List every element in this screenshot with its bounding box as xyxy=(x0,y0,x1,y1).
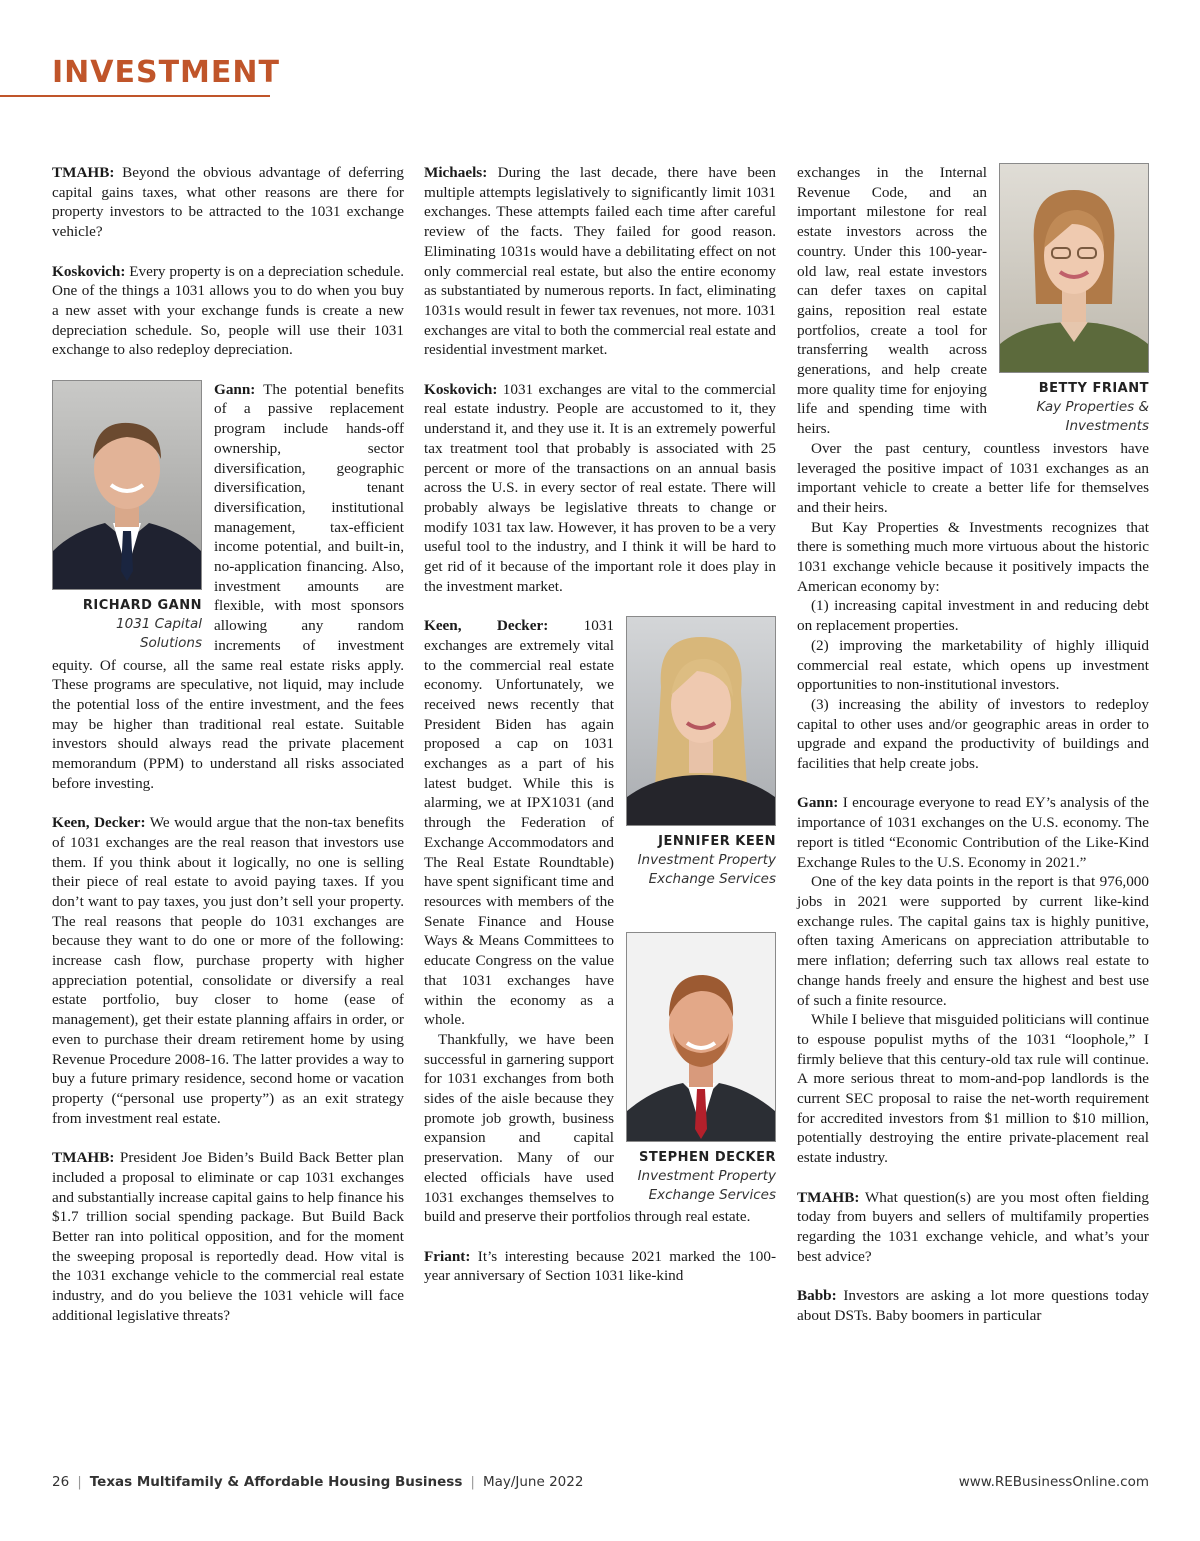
paragraph xyxy=(424,380,776,597)
photo-caption xyxy=(52,590,202,653)
paragraph-text: The potential benefits of a passive replacement program include hands-off ownership, sector diversification, geographic diversification, tenant diversification, institutional management, tax-efficient income potential, and built-in, no-application financing. Also, investment amounts are flexible, with most sponsors allowing any random increments of investment equity. Of course, all the same real estate risks apply. These programs are speculative, not liquid, may include the potential loss of the entire investment, and the fees may be higher than traditional real estate. Suitable investors should always read the private placement memorandum (PPM) to understand all risks associated before investing. xyxy=(52,380,404,792)
paragraph-text: Every property is on a depreciation schedule. One of the things a 1031 allows you to do when you buy a new asset with your exchange funds is create a new depreciation schedule. So, people will use their 1031 exchange to also redeploy depreciation. xyxy=(52,262,405,359)
portrait-photo xyxy=(626,616,776,826)
caption-name: JENNIFER KEEN xyxy=(658,834,776,850)
photo-caption xyxy=(626,1142,776,1205)
paragraph xyxy=(52,1148,404,1325)
paragraph-text: But Kay Properties & Investments recognizes that there is something much more virtuous about the historic 1031 exchange vehicle because it positively impacts the American economy by: xyxy=(797,518,1149,595)
issue-date: May/June 2022 xyxy=(482,1474,584,1490)
speaker-label: Michaels: xyxy=(424,164,488,181)
paragraph-text: (2) improving the marketability of highly illiquid commercial real estate, which opens up investment opportunities to non-institutional investors. xyxy=(797,636,1149,694)
photo-figure-decker xyxy=(626,932,776,1205)
paragraph xyxy=(52,813,404,1128)
caption-organization: 1031 Capital Solutions xyxy=(116,615,202,651)
paragraph-text: During the last decade, there have been multiple attempts legislatively to significantly limit 1031 exchanges. These attempts failed each time after careful review of the facts. They failed for good reason. Eliminating 1031s would have a debilitating effect on not only commercial real estate, but also the entire economy as substantiated by numerous reports. In fact, eliminating 1031s would result in fewer tax revenues, not more. 1031 exchanges are vital to both the commercial real estate and residential investment market. xyxy=(424,164,777,359)
photo-figure-keen xyxy=(626,616,776,930)
paragraph-text: President Joe Biden’s Build Back Better plan included a proposal to eliminate or cap 1031 exchanges and substantially increase capital gains to help finance his $1.7 trillion social spending package. But Build Back Better ran into political opposition, and for the moment the sweeping proposal is reportedly dead. How vital is the 1031 exchange vehicle to the commercial real estate industry, and do you believe the 1031 vehicle will face additional legislative threats? xyxy=(52,1149,404,1324)
photo-caption xyxy=(626,826,776,889)
paragraph-text: It’s interesting because 2021 marked the 100-year anniversary of Section 1031 like-kind xyxy=(424,1247,776,1285)
paragraph xyxy=(797,1286,1149,1325)
paragraph-text: 1031 exchanges are extremely vital to the commercial real estate economy. Unfortunately, we received news recently that President Biden has again proposed a cap on 1031 exchanges as a part of his latest budget. While this is alarming, we at IPX1031 (and through the Federation of Exchange Accommodators and The Real Estate Roundtable) have spent significant time and resources with members of the Senate Finance and House Ways & Means Committees to educate Congress on the value that 1031 exchanges have within the economy as a whole. xyxy=(424,617,614,1029)
portrait-photo xyxy=(999,163,1149,373)
caption-name: STEPHEN DECKER xyxy=(639,1150,776,1166)
paragraph-text: 1031 exchanges are vital to the commercial real estate industry. People are accustomed to it, they understand it, and they use it. It is an extremely powerful tax treatment tool that probably is associated with 25 percent or more of the transactions on an annual basis across the U.S. in every sector of real estate. There will probably always be legislative threats to change or modify 1031 tax law. However, it has proven to be a very useful tool to the industry, and I think it will be hard to get rid of it because of the important role it does play in the investment market. xyxy=(424,380,776,595)
speaker-label: Friant: xyxy=(424,1247,471,1265)
paragraph xyxy=(52,262,404,361)
paragraph-text: (1) increasing capital investment in and reducing debt on replacement properties. xyxy=(797,597,1149,635)
column-1 xyxy=(52,163,404,1325)
paragraph-text: Beyond the obvious advantage of deferring capital gains taxes, what other reasons are there for property investors to be attracted to the 1031 exchange vehicle? xyxy=(52,164,405,241)
column-3 xyxy=(797,163,1149,1325)
paragraph xyxy=(424,163,776,360)
portrait-photo-icon xyxy=(53,381,201,589)
paragraph xyxy=(797,596,1149,635)
footer-separator: | xyxy=(470,1474,475,1490)
portrait-photo-icon xyxy=(627,617,775,825)
portrait-photo xyxy=(626,932,776,1142)
paragraph xyxy=(797,793,1149,872)
caption-organization: Investment Property Exchange Services xyxy=(637,852,776,888)
speaker-label: Keen, Decker: xyxy=(424,617,549,635)
speaker-label: Keen, Decker: xyxy=(52,814,146,832)
portrait-photo-icon xyxy=(627,933,775,1141)
paragraph-text: Thankfully, we have been successful in garnering support for 1031 exchanges from both sides of the aisle because they promote job growth, business expansion and capital preservation. Many of our elected officials have used 1031 exchanges themselves to build and preserve their portfolios through real estate. xyxy=(424,1030,751,1226)
paragraph-text: One of the key data points in the report is that 976,000 jobs in 2021 were supported by current like-kind exchange rules. The capital gains tax is highly punitive, often taxing Americans on appreciation attributable to mere inflation; deferring such tax allows real estate to change hands freely and ensure the highest and best use of such a finite resource. xyxy=(797,873,1149,1009)
website-link[interactable]: www.REBusinessOnline.com xyxy=(958,1474,1149,1490)
speaker-label: TMAHB: xyxy=(797,1188,860,1206)
paragraph-text: What question(s) are you most often fielding today from buyers and sellers of multifamily properties regarding the 1031 exchange vehicle, and what’s your best advice? xyxy=(797,1188,1149,1265)
section-title: INVESTMENT xyxy=(52,55,280,90)
paragraph xyxy=(797,1010,1149,1168)
paragraph-text: We would argue that the non-tax benefits of 1031 exchanges are the real reason that investors use them. If you think about it logically, no one is selling their piece of real estate to avoid paying taxes. If you don’t want to pay taxes, you just don’t sell your property. The real reasons that people do 1031 exchanges are because they want to do one or more of the following: increase cash flow, purchase property with higher appreciation potential, consolidate or diversify a real estate portfolio, buy closer to home (ease of management), get their estate planning affairs in order, or even to purchase their dream retirement home by using Revenue Procedure 2008-16. The latter provides a way to buy a future primary residence, second home or vacation property (“personal use property”) as an exit strategy from investment real estate. xyxy=(52,814,404,1127)
photo-figure-gann xyxy=(52,380,202,653)
paragraph-text: exchanges in the Internal Revenue Code, and an important milestone for real estate investors across the country. Under this 100-year-old law, real estate investors can defer taxes on capital gains, reposition real estate portfolios, create a tool for transferring wealth across generations, and help create more quality time for enjoying life and spending time with heirs. xyxy=(797,164,987,438)
speaker-label: TMAHB: xyxy=(52,1149,115,1167)
paragraph-text: Over the past century, countless investors have leveraged the positive impact of 1031 exchanges as an important vehicle to create a better life for themselves and their heirs. xyxy=(797,439,1149,516)
photo-figure-friant xyxy=(999,163,1149,436)
paragraph-text: I encourage everyone to read EY’s analysis of the importance of 1031 exchanges on the U.S. economy. The report is titled “Economic Contribution of the Like-Kind Exchange Rules to the U.S. Economy in 2021.” xyxy=(797,794,1149,871)
publication-name: Texas Multifamily & Affordable Housing Business xyxy=(89,1474,463,1490)
portrait-photo-icon xyxy=(1000,164,1148,372)
caption-name: BETTY FRIANT xyxy=(1038,381,1149,396)
footer-separator: | xyxy=(77,1474,82,1490)
paragraph xyxy=(797,695,1149,774)
page-number: 26 xyxy=(52,1474,70,1490)
speaker-label: Koskovich: xyxy=(52,262,126,280)
portrait-photo xyxy=(52,380,202,590)
paragraph-text: While I believe that misguided politicians will continue to espouse populist myths of the 1031 “loophole,” I firmly believe that this century-old tax rule will continue. A more serious threat to mom-and-pop landlords is the current SEC proposal to raise the net-worth requirement for accredited investors from $1 million to $10 million, potentially destroying the entire private-placement real estate industry. xyxy=(797,1011,1149,1167)
caption-organization: Kay Properties & Investments xyxy=(1036,399,1149,434)
caption-name: RICHARD GANN xyxy=(82,597,202,613)
paragraph xyxy=(797,872,1149,1010)
footer-left xyxy=(52,1474,583,1490)
paragraph xyxy=(424,1247,776,1286)
section-title-rule xyxy=(0,95,270,97)
speaker-label: Babb: xyxy=(797,1287,837,1305)
photo-caption xyxy=(999,373,1149,436)
paragraph-text: Investors are asking a lot more questions today about DSTs. Baby boomers in particular xyxy=(797,1287,1150,1324)
paragraph xyxy=(52,163,404,242)
speaker-label: Gann: xyxy=(214,380,256,398)
paragraph xyxy=(797,439,1149,518)
speaker-label: TMAHB: xyxy=(52,164,115,181)
speaker-label: Gann: xyxy=(797,794,839,812)
paragraph xyxy=(797,636,1149,695)
speaker-label: Koskovich: xyxy=(424,380,498,398)
paragraph-text: (3) increasing the ability of investors to redeploy capital to other uses and/or geographic areas in order to upgrade and expand the productivity of buildings and facilities that help create jobs. xyxy=(797,695,1149,773)
paragraph xyxy=(797,1188,1149,1267)
column-2 xyxy=(424,163,776,1286)
paragraph xyxy=(797,518,1149,597)
caption-organization: Investment Property Exchange Services xyxy=(637,1168,776,1204)
